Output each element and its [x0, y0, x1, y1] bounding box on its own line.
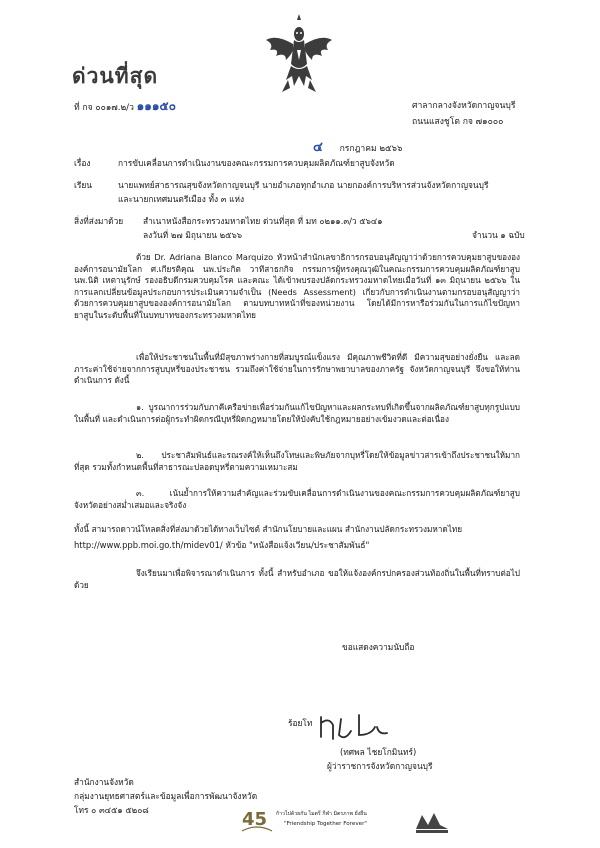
document-number	[74, 97, 176, 116]
date-day-handwritten: ๔	[313, 140, 323, 155]
office-address-line2: ถนนแสงชูโต กจ ๗๑๐๐๐	[412, 117, 504, 127]
recipient-line1: นายแพทย์สาธารณสุขจังหวัดกาญจนบุรี นายอำเภอทุกอำเภอ นายกองค์การบริหารส่วนจังหวัดกาญจนบุรี	[118, 180, 489, 190]
date-month-year: กรกฎาคม ๒๕๖๖	[339, 144, 403, 154]
recipient-line2: และนายกเทศมนตรีเมือง ทั้ง ๓ แห่ง	[118, 194, 245, 204]
office-address-line1: ศาลากลางจังหวัดกาญจนบุรี	[412, 101, 516, 111]
contact-phone: โทร ๐ ๓๔๕๑ ๕๒๐๘	[74, 805, 149, 815]
closing-paragraph: จึงเรียนมาเพื่อพิจารณาดำเนินการ ทั้งนี้ สำหรับอำเภอ ขอให้แจ้งองค์กรปกครองส่วนท้องถิ่นในพื้นที่ทราบต่อไปด้วย	[74, 568, 520, 590]
regards-text: ขอแสดงความนับถือ	[342, 642, 415, 652]
anniversary-logo-icon	[240, 803, 274, 839]
download-instructions: ทั้งนี้ สามารถดาวน์โหลดสิ่งที่ส่งมาด้วยได้ทางเว็บไซต์ สำนักนโยบายและแผน สำนักงานปลัดกระทรวงมหาดไทย	[74, 524, 463, 534]
document-number-prefix: ที่ กจ ๐๐๑๗.๒/ว	[74, 103, 134, 113]
issuing-office: สำนักงานจังหวัด	[74, 777, 134, 787]
handwritten-signature	[315, 713, 425, 743]
signer-name: (ทศพล ไชยโกมินทร์)	[340, 747, 417, 757]
attachment-line1: สำเนาหนังสือกระทรวงมหาดไทย ด่วนที่สุด ที่ มท ๐๒๑๑.๓/ว ๕๖๔๑	[143, 216, 383, 226]
action-item-3: ๓. เน้นย้ำการให้ความสำคัญและร่วมขับเคลื่อนการดำเนินงานของคณะกรรมการควบคุมผลิตภัณฑ์ยาสูบจังหวัดอย่างสม่ำเสมอและจริงจัง	[74, 488, 520, 510]
attachment-count: จำนวน ๑ ฉบับ	[472, 230, 525, 240]
slogan-english: "Friendship Together Forever"	[284, 821, 367, 827]
footer-logos	[240, 803, 452, 841]
document-number-handwritten: ๑๑๑๕๐	[136, 99, 176, 113]
urgent-stamp: ด่วนที่สุด	[72, 63, 159, 88]
body-paragraph-1: ด้วย Dr. Adriana Blanco Marquizo หัวหน้าสำนักเลขาธิการกรอบอนุสัญญาว่าด้วยการควบคุมยาสูบของององค์การอนามัยโลก ศ.เกียรติคุณ นพ.ประกิต วาทีสาธกกิจ กรรมการผู้ทรงคุณวุฒิในคณะกรรมการควบคุมผลิตภัณฑ์ยาสูบ นพ.นิติ เหตานุรักษ์ รองอธิบดีกรมควบคุมโรค และคณะ ได้เข้าพบรองปลัดกระทรวงมหาดไทยเมื่อวันที่ ๑๓ มิถุนายน ๒๕๖๖ ในการแลกเปลี่ยนข้อมูลประกอบการประเมินความจำเป็น (Needs Assessment) เกี่ยวกับการดำเนินงานตามกรอบอนุสัญญาว่าด้วยการควบคุมยาสูบขององค์การอนามัยโลก ตามบทบาทหน้าที่ของหน่วยงาน โดยได้มีการหารือร่วมกันในการแก้ไขปัญหายาสูบในระดับพื้นที่ในบทบาทของกระทรวงมหาดไทย	[74, 252, 520, 320]
attachment-label: สิ่งที่ส่งมาด้วย	[74, 216, 124, 226]
province-logo-icon	[412, 807, 452, 837]
signer-position: ผู้ว่าราชการจังหวัดกาญจนบุรี	[327, 761, 433, 771]
issuing-division: กลุ่มงานยุทธศาสตร์และข้อมูลเพื่อการพัฒนาจังหวัด	[74, 791, 258, 801]
attachment-line2: ลงวันที่ ๒๗ มิถุนายน ๒๕๖๖	[143, 230, 243, 240]
action-item-2: ๒. ประชาสัมพันธ์และรณรงค์ให้เห็นถึงโทษและพิษภัยจากบุหรี่โดยให้ข้อมูลข่าวสารเข้าถึงประชาชนให้มากที่สุด รวมทั้งกำหนดพื้นที่สาธารณะปลอดบุหรี่ตามความเหมาะสม	[74, 450, 520, 472]
subject-text: การขับเคลื่อนการดำเนินงานของคณะกรรมการควบคุมผลิตภัณฑ์ยาสูบจังหวัด	[118, 158, 395, 168]
slogan-thai: ก้าวไปด้วยกัน ไมตรี กีฬา มิตรภาพ ยั่งยืน	[276, 811, 367, 817]
download-link[interactable]: http://www.ppb.moi.go.th/midev01/ หัวข้อ "หนังสือแจ้งเวียน/ประชาสัมพันธ์"	[74, 540, 370, 550]
anniversary-logo-number: 45	[242, 809, 268, 830]
body-paragraph-2: เพื่อให้ประชาชนในพื้นที่มีสุขภาพร่างกายที่สมบูรณ์แข็งแรง มีคุณภาพชีวิตที่ดี มีความสุขอย่างยั่งยืน และลดภาระค่าใช้จ่ายจากการสูบบุหรี่ของประชาชน รวมถึงค่าใช้จ่ายในการรักษาพยาบาลของภาครัฐ จังหวัดกาญจนบุรี จึงขอให้ท่านดำเนินการ ดังนี้	[74, 352, 520, 386]
recipient-label: เรียน	[74, 180, 92, 190]
signer-rank: ร้อยโท	[288, 718, 313, 728]
action-item-1: ๑. บูรณาการร่วมกับภาคีเครือข่ายเพื่อร่วมกันแก้ไขปัญหาและผลกระทบที่เกิดขึ้นจากผลิตภัณฑ์ยาสูบทุกรูปแบบในพื้นที่ และดำเนินการต่อผู้กระทำผิดกรณีบุหรี่ผิดกฎหมายโดยให้บังคับใช้กฎหมายอย่างเข้มงวดและต่อเนื่อง	[74, 402, 520, 424]
document-date	[313, 136, 402, 157]
subject-label: เรื่อง	[74, 158, 91, 168]
garuda-emblem-icon	[264, 14, 334, 96]
